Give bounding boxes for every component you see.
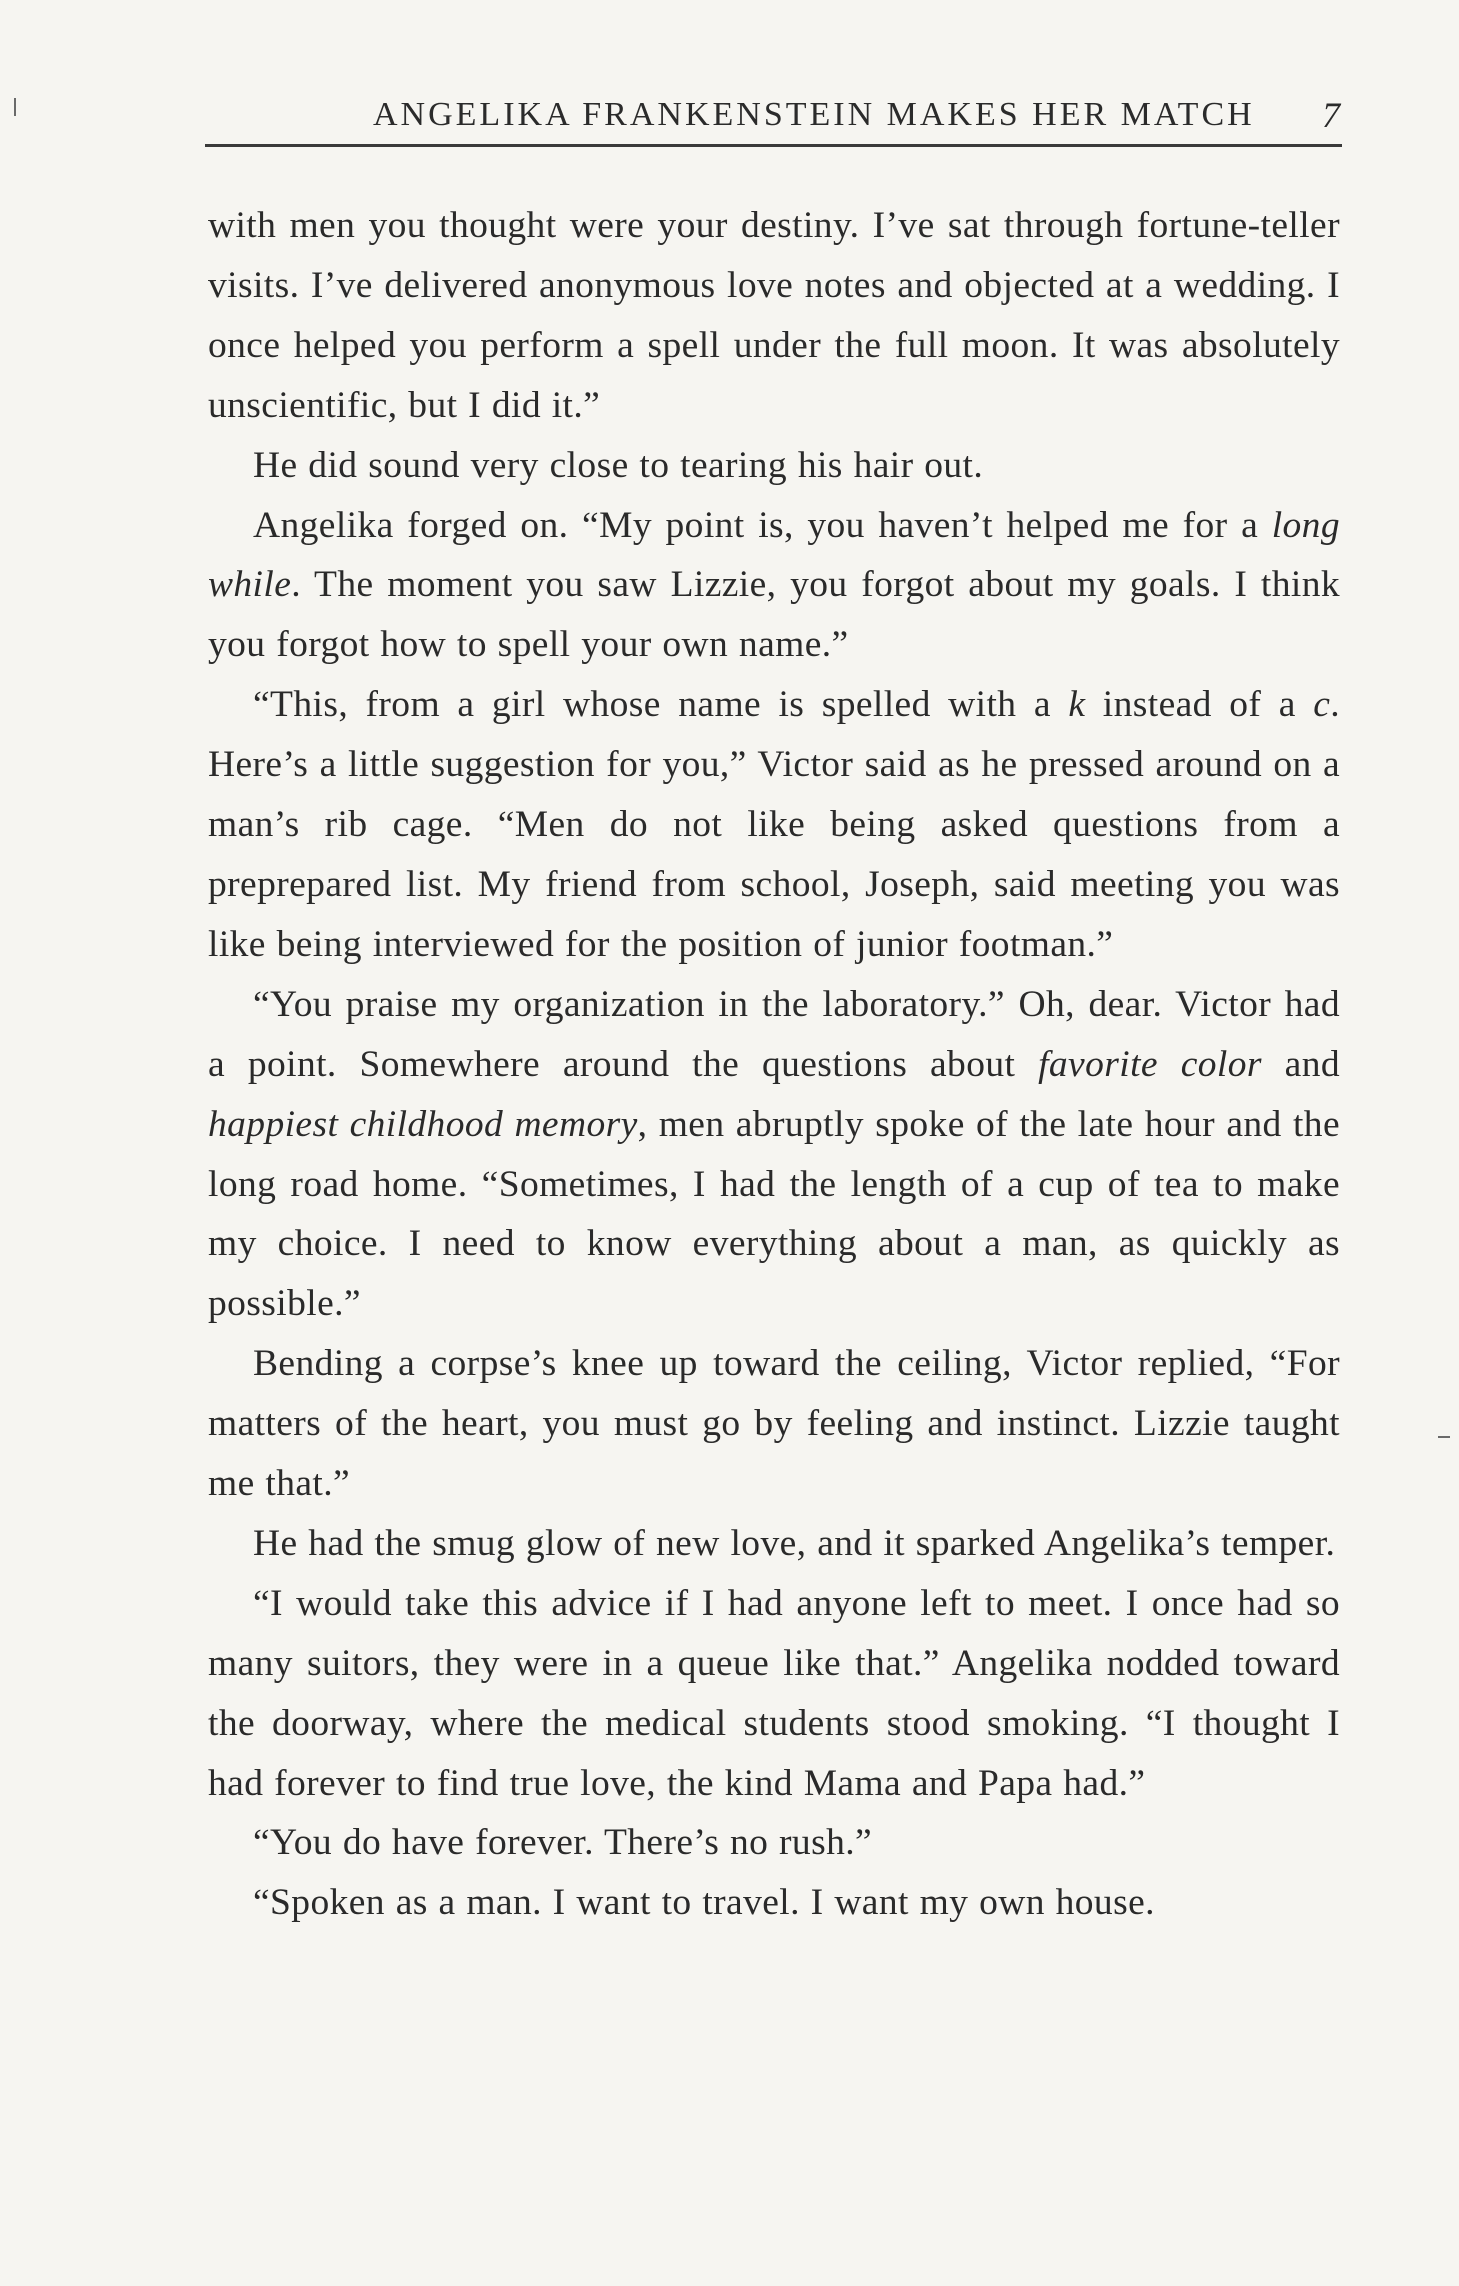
text-run: . Here’s a little suggestion for you,” Victor said as he pressed around on a man’s rib cage. “Men do not like being asked questions from a preprepared list. My friend from school, Joseph, said meeting you was like being interviewed for the position of junior footman.”: [208, 684, 1341, 965]
italic-text: favorite color: [1038, 1043, 1262, 1085]
paragraph: He did sound very close to tearing his hair out.: [253, 444, 984, 486]
running-title: ANGELIKA FRANKENSTEIN MAKES HER MATCH: [373, 96, 1255, 133]
paragraph: with men you thought were your destiny. I’ve sat through fortune-teller visits. I’ve delivered anonymous love notes and objected at a wedding. I once helped you perform a spell under the full moon. It was absolutely unscientific, but I did it.”: [208, 205, 1340, 426]
paragraph: [208, 975, 1340, 1334]
text-run: instead of a: [1085, 684, 1314, 726]
text-run: and: [1261, 1043, 1340, 1085]
paragraph: “I would take this advice if I had anyone left to meet. I once had so many suitors, they were in a queue like that.” Angelika nodded toward the doorway, where the medical students stood smoking. “I thought I had forever to find true love, the kind Mama and Papa had.”: [208, 1582, 1340, 1804]
scan-speck: [1438, 1436, 1450, 1438]
text-run: Angelika forged on. “My point is, you haven’t helped me for a: [253, 504, 1272, 546]
italic-text: happiest childhood memory: [208, 1103, 638, 1145]
italic-text: long while: [208, 504, 1340, 606]
running-head: [205, 92, 1342, 147]
page-number: 7: [1322, 95, 1340, 135]
text-run: , men abruptly spoke of the late hour and the long road home. “Sometimes, I had the length of a cup of tea to make my choice. I need to know everything about a man, as quickly as possible.”: [208, 1103, 1340, 1325]
scan-speck: [14, 98, 16, 116]
paragraph: “Spoken as a man. I want to travel. I want my own house.: [253, 1882, 1155, 1924]
italic-text: k: [1068, 684, 1086, 726]
body-text: [208, 196, 1340, 1933]
text-run: “This, from a girl whose name is spelled with a: [253, 684, 1069, 726]
text-run: “You praise my organization in the laboratory.” Oh, dear. Victor had a point. Somewhere around the questions about: [208, 983, 1340, 1085]
paragraph: He had the smug glow of new love, and it sparked Angelika’s temper.: [253, 1522, 1336, 1564]
paragraph: Bending a corpse’s knee up toward the ceiling, Victor replied, “For matters of the heart, you must go by feeling and instinct. Lizzie taught me that.”: [208, 1343, 1340, 1505]
italic-text: c: [1313, 684, 1331, 726]
paragraph: [208, 675, 1340, 975]
paragraph: “You do have forever. There’s no rush.”: [253, 1822, 873, 1864]
text-run: . The moment you saw Lizzie, you forgot about my goals. I think you forgot how to spell your own name.”: [208, 564, 1340, 666]
paragraph: [208, 496, 1340, 676]
